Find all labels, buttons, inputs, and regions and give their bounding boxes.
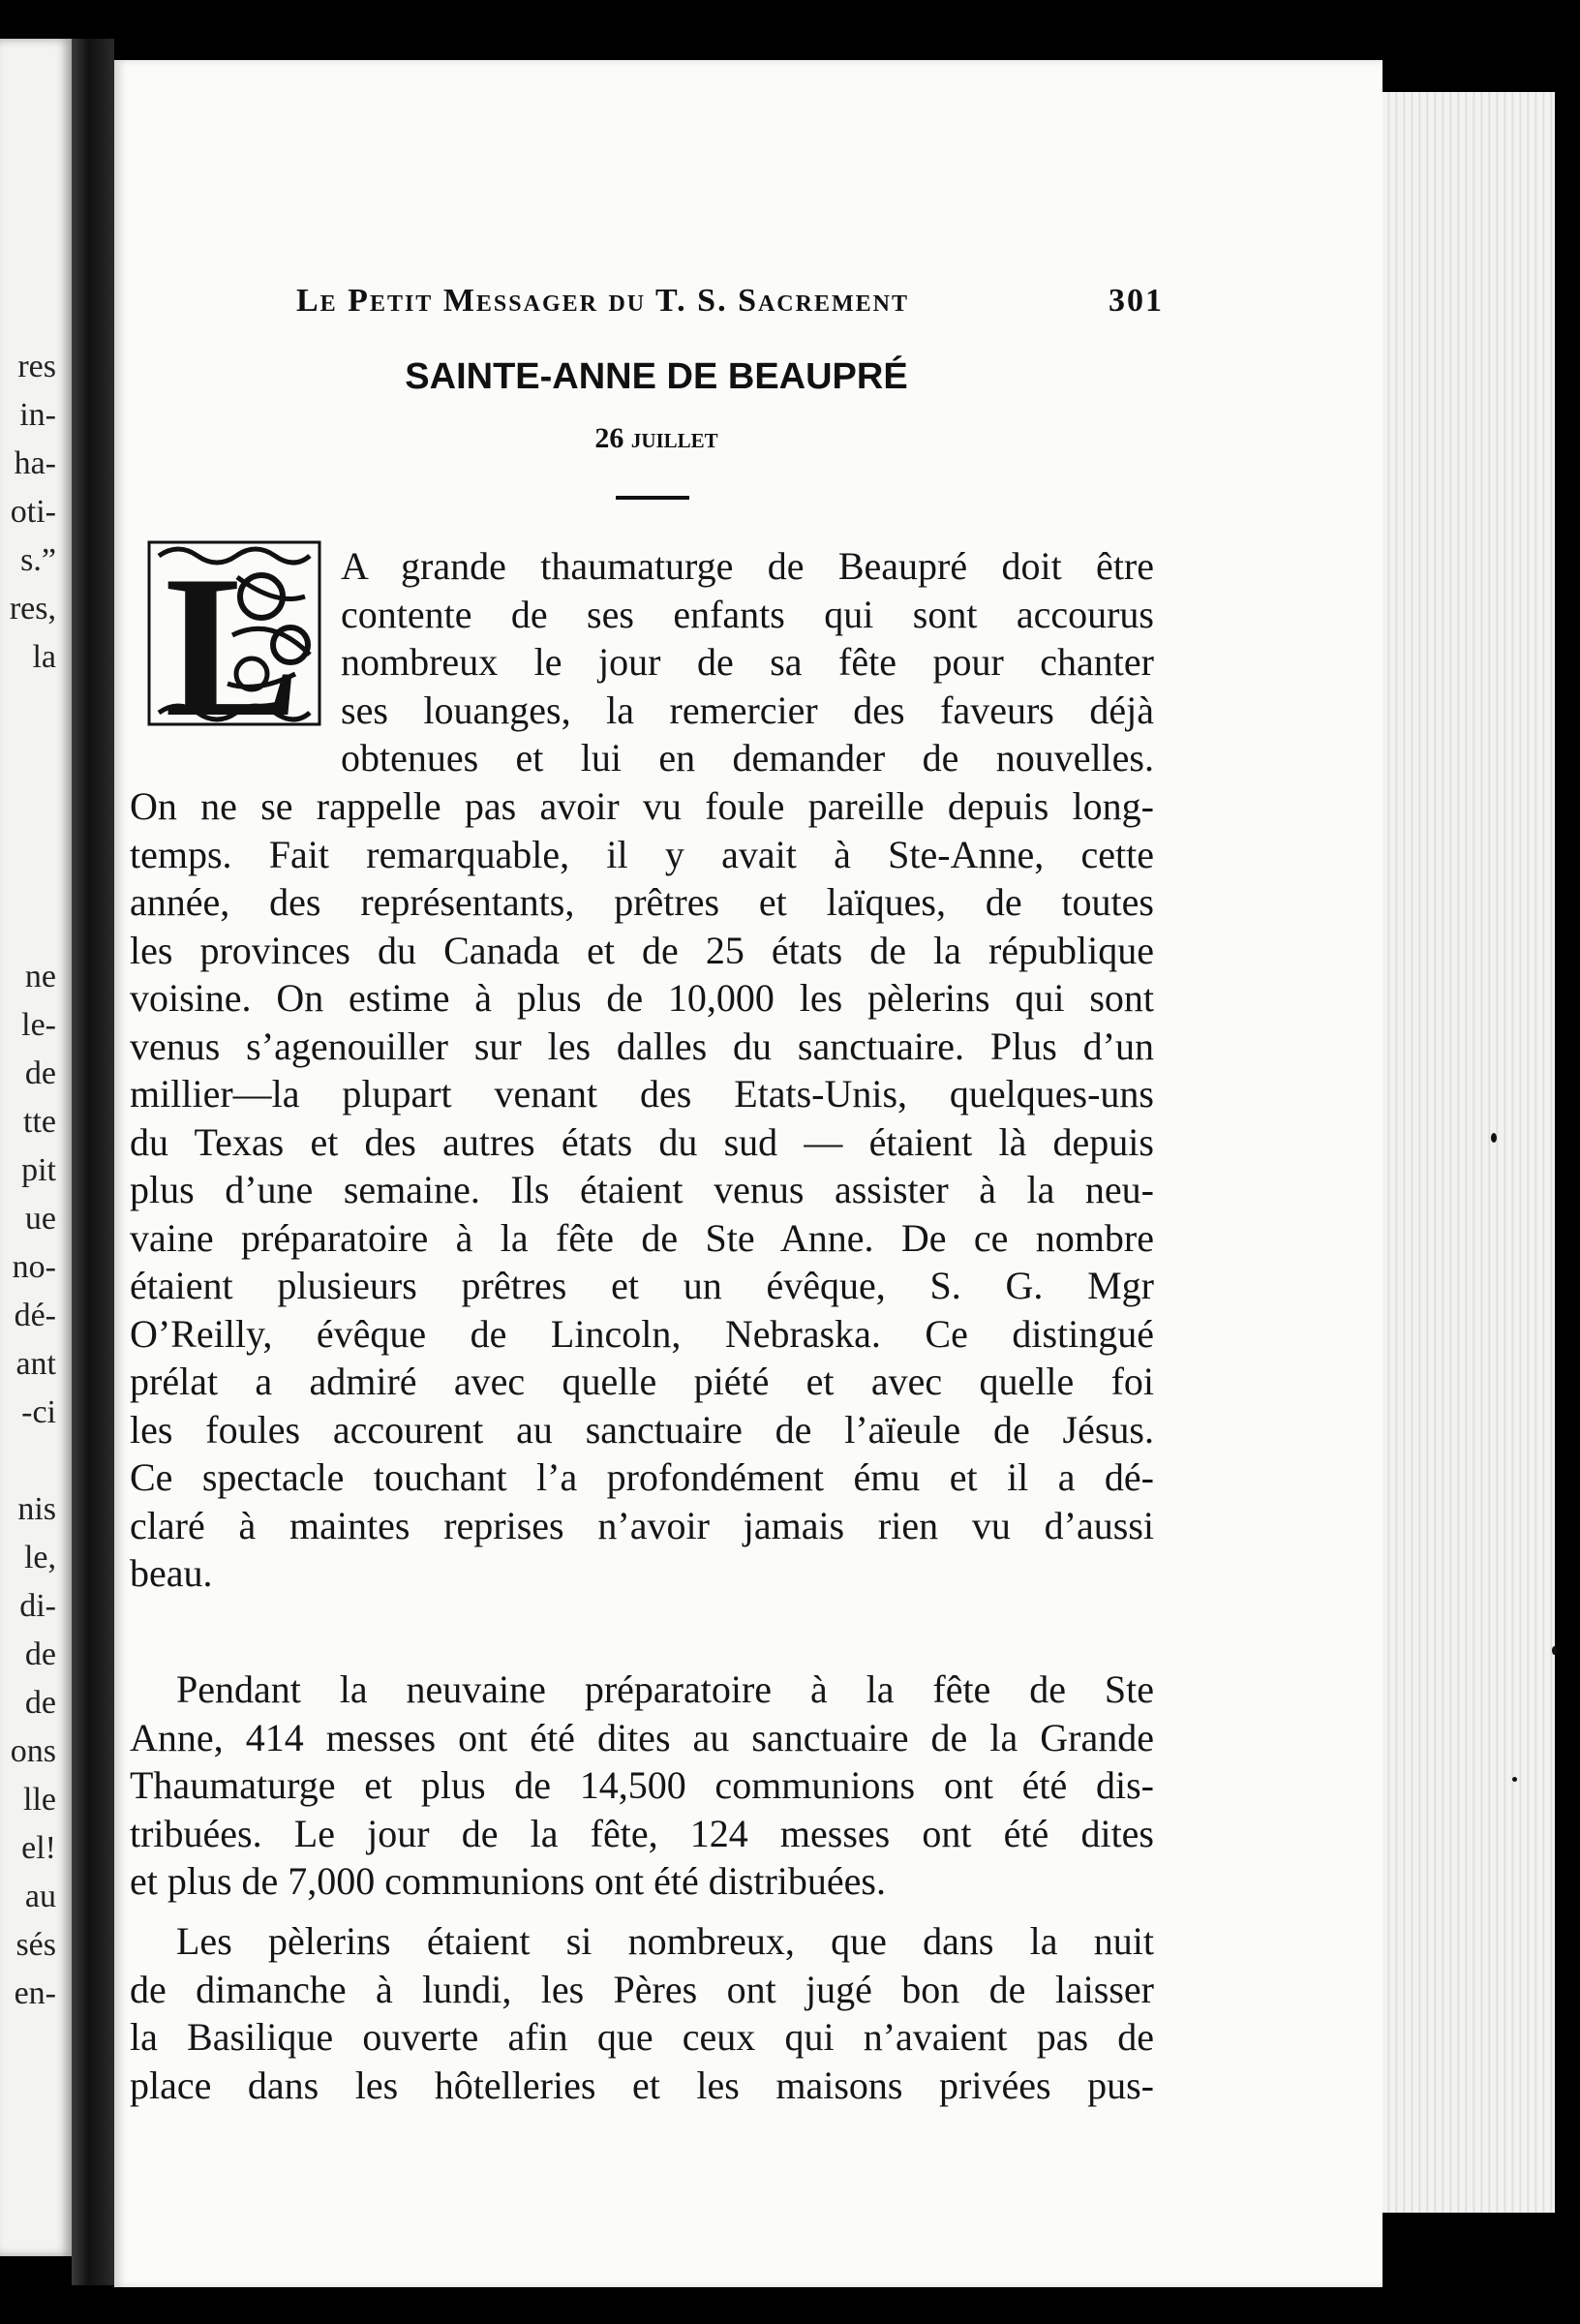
text-line: contente de ses enfants qui sont accourus [341,592,1154,636]
text-line: de dimanche à lundi, les Pères ont jugé bon de laisser [130,1967,1154,2011]
paragraph-2 [130,1666,1154,1906]
previous-page-fragment: de [24,1685,56,1721]
text-line: Anne, 414 messes ont été dites au sanctuaire de la Grande [130,1715,1154,1759]
text-line: Les pèlerins étaient si nombreux, que dans la nuit [176,1919,1154,1963]
paragraph-1 [130,782,1154,1598]
text-line: A grande thaumaturge de Beaupré doit être [341,544,1154,588]
previous-page-fragment: ant [15,1346,56,1382]
text-line: Pendant la neuvaine préparatoire à la fête de Ste [176,1667,1154,1711]
previous-page-fragment: ons [10,1733,56,1769]
previous-page-fragment: ue [24,1201,56,1237]
previous-page-fragment: di- [19,1588,56,1624]
page-stack-edges [1382,92,1555,2213]
text-line: place dans les hôtelleries et les maisons privées pus- [130,2063,1154,2107]
previous-page-fragment: in- [19,397,56,433]
previous-page-fragment: au [24,1879,56,1914]
previous-page-fragment: nis [17,1491,56,1527]
previous-page-fragment: dé- [14,1298,56,1333]
text-line: du Texas et des autres états du sud — étaient là depuis [130,1119,1154,1164]
text-line: plus d’une semaine. Ils étaient venus assister à la neu- [130,1168,1154,1211]
previous-page-fragment: res [17,349,56,384]
text-line: Thaumaturge et plus de 14,500 communions ont été dis- [130,1763,1154,1807]
text-line: et plus de 7,000 communions ont été distribuées. [130,1859,886,1903]
previous-page-fragment: oti- [10,494,56,530]
previous-page-fragment: de [24,1055,56,1091]
text-line: temps. Fait remarquable, il y avait à Ste-Anne, cette [130,832,1154,876]
previous-page-fragment: ne [24,959,56,994]
decorated-drop-cap [145,538,327,732]
scan-speck [1512,1777,1517,1782]
paragraph-1-dropcap-lines [341,542,1154,782]
text-line: les foules accourent au sanctuaire de l’aïeule de Jésus. [130,1407,1154,1452]
scan-speck [1552,1646,1557,1655]
text-line: beau. [130,1551,213,1595]
text-line: étaient plusieurs prêtres et un évêque, S. G. Mgr [130,1264,1154,1307]
text-line: O’Reilly, évêque de Lincoln, Nebraska. Ce distingué [130,1311,1154,1356]
previous-page-fragment: el! [21,1830,56,1866]
previous-page-fragment: la [32,639,56,675]
text-line: obtenues et lui en demander de nouvelles. [341,736,1154,780]
text-line: On ne se rappelle pas avoir vu foule pareille depuis long- [130,784,1154,828]
text-line: prélat a admiré avec quelle piété et avec quelle foi [130,1360,1154,1403]
text-line: ses louanges, la remercier des faveurs déjà [341,688,1154,732]
text-line: Ce spectacle touchant l’a profondément ému et il a dé- [130,1455,1154,1499]
page-number: 301 [1109,283,1164,319]
running-title: Le Petit Messager du T. S. Sacrement [296,283,909,319]
paragraph-3 [130,1917,1154,2109]
text-line: vaine préparatoire à la fête de Ste Anne. De ce nombre [130,1215,1154,1260]
previous-page-fragment: s.” [20,542,56,578]
previous-page-edge [0,39,72,2256]
title-rule [616,496,689,500]
text-line: claré à maintes reprises n’avoir jamais rien vu d’aussi [130,1503,1154,1547]
previous-page-fragment: sés [15,1927,56,1963]
previous-page-fragment: pit [21,1152,56,1188]
text-line: voisine. On estime à plus de 10,000 les pèlerins qui sont [130,976,1154,1020]
previous-page-fragment: lle [23,1782,56,1818]
text-line: nombreux le jour de sa fête pour chanter [341,640,1154,684]
previous-page-fragment: res, [9,591,56,627]
scan-speck [1491,1133,1497,1143]
text-line: les provinces du Canada et de 25 états de la république [130,928,1154,972]
previous-page-fragment: tte [23,1104,56,1140]
running-header [296,283,1164,320]
drop-cap-letter: L [165,538,301,732]
previous-page-fragment: le, [23,1540,56,1575]
text-line: tribuées. Le jour de la fête, 124 messes ont été dites [130,1811,1154,1855]
previous-page-fragment: ha- [14,445,56,481]
previous-page-fragment: -ci [21,1394,56,1430]
previous-page-fragment: no- [12,1249,56,1285]
text-line: année, des représentants, prêtres et laïques, de toutes [130,880,1154,924]
previous-page-fragment: en- [14,1975,56,2011]
previous-page-fragment: le- [21,1007,56,1043]
text-line: la Basilique ouverte afin que ceux qui n’avaient pas de [130,2015,1154,2059]
text-line: venus s’agenouiller sur les dalles du sanctuaire. Plus d’un [130,1024,1154,1068]
article-date: 26 juillet [594,422,718,454]
book-gutter [72,39,114,2285]
previous-page-fragment: de [24,1636,56,1672]
text-line: millier—la plupart venant des Etats-Unis, quelques-uns [130,1072,1154,1116]
article-title: SAINTE-ANNE DE BEAUPRÉ [405,356,908,397]
